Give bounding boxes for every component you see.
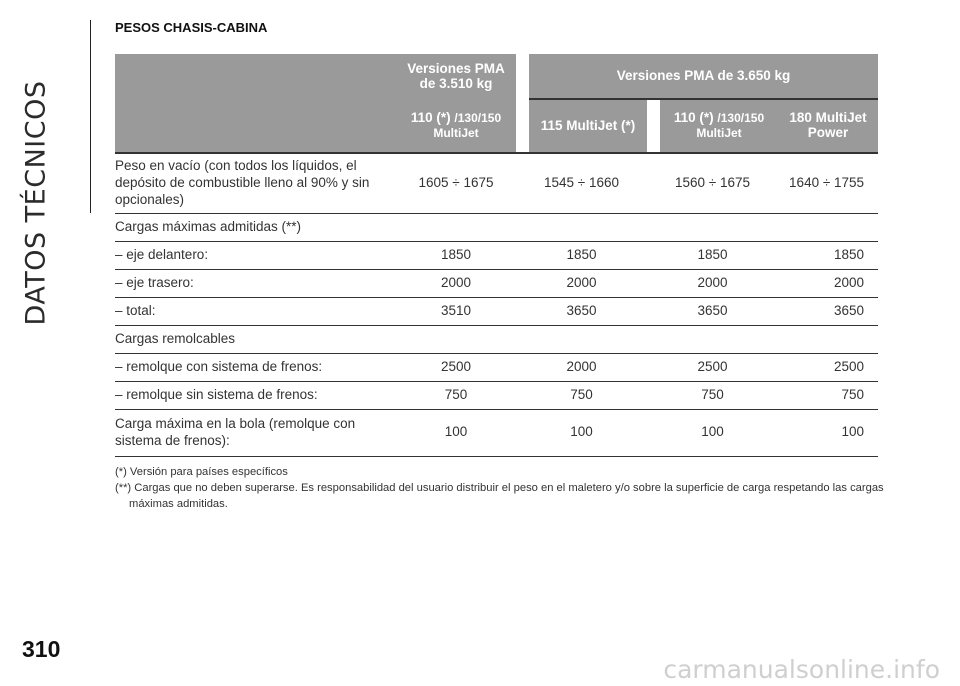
footnote: (*) Versión para países específicos: [115, 466, 288, 478]
header-gap: [516, 99, 529, 153]
col-header-main: 110 (*): [410, 109, 455, 125]
row-value: 1850: [778, 241, 878, 269]
group-header-3510: Versiones PMA de 3.510 kg: [396, 54, 516, 99]
row-value: 1850: [516, 241, 647, 269]
footnotes: [115, 464, 885, 513]
row-value: 100: [778, 409, 878, 456]
row-label: Carga máxima en la bola (remolque con sistema de frenos):: [115, 409, 396, 456]
row-value: [647, 325, 778, 353]
header-gap: [516, 54, 529, 99]
table-row: [115, 153, 878, 213]
table-row: [115, 381, 878, 409]
table-row: [115, 297, 878, 325]
row-value: 1560 ÷ 1675: [647, 153, 778, 213]
row-value: 2000: [778, 269, 878, 297]
row-label: – eje delantero:: [115, 241, 396, 269]
group-header-row: [115, 54, 878, 99]
row-value: 2500: [647, 353, 778, 381]
col-header-sub: Power: [807, 125, 849, 140]
group-header-3650: Versiones PMA de 3.650 kg: [529, 54, 878, 99]
row-value: 750: [516, 381, 647, 409]
page-number: 310: [22, 636, 61, 662]
row-value: 750: [396, 381, 516, 409]
col-header-main: 110 (*): [673, 110, 718, 126]
table-row: [115, 409, 878, 456]
row-value: 750: [647, 381, 778, 409]
table-body: [115, 153, 878, 456]
row-value: 1605 ÷ 1675: [396, 153, 516, 213]
row-value: [778, 213, 878, 241]
row-label: – total:: [115, 297, 396, 325]
table-row: [115, 269, 878, 297]
row-value: [778, 325, 878, 353]
row-label: Peso en vacío (con todos los líquidos, el depósito de combustible lleno al 90% y sin opcionales): [115, 153, 396, 213]
col-header-main: 180 MultiJet: [789, 110, 867, 126]
row-value: 2000: [647, 269, 778, 297]
row-label: Cargas máximas admitidas (**): [115, 213, 396, 241]
row-value: 100: [647, 409, 778, 456]
row-value: 3510: [396, 297, 516, 325]
section-title: PESOS CHASIS-CABINA: [115, 20, 268, 35]
sidebar-section-label: DATOS TÉCNICOS: [20, 80, 52, 326]
row-value: 100: [396, 409, 516, 456]
col-header-110-3510: [396, 99, 516, 153]
row-value: 2000: [396, 269, 516, 297]
table-row: [115, 353, 878, 381]
weights-table: [115, 54, 878, 457]
col-header-main: 115 MultiJet (*): [540, 117, 636, 133]
row-value: [396, 213, 516, 241]
footnote: (**) Cargas que no deben superarse. Es responsabilidad del usuario distribuir el peso en el maletero y/o sobre la superficie de carga respetando las cargas máximas admitidas.: [115, 482, 884, 511]
row-value: [516, 213, 647, 241]
row-value: 2500: [396, 353, 516, 381]
table-row: [115, 241, 878, 269]
row-label: – remolque sin sistema de frenos:: [115, 381, 396, 409]
row-label: – remolque con sistema de frenos:: [115, 353, 396, 381]
header-gap: [647, 99, 660, 153]
col-header-sub: MultiJet: [433, 125, 479, 140]
table-row: [115, 213, 878, 241]
row-value: 1850: [396, 241, 516, 269]
row-value: 3650: [778, 297, 878, 325]
row-label: Cargas remolcables: [115, 325, 396, 353]
row-value: 1545 ÷ 1660: [516, 153, 647, 213]
col-header-110-3650: [660, 99, 778, 153]
row-value: 1850: [647, 241, 778, 269]
col-header-180: [778, 99, 878, 153]
table-row: [115, 325, 878, 353]
row-value: 3650: [516, 297, 647, 325]
col-header-small: /130/150: [717, 111, 765, 126]
watermark: carmanualsonline.info: [663, 655, 940, 684]
row-value: [516, 325, 647, 353]
row-value: 100: [516, 409, 647, 456]
row-value: 3650: [647, 297, 778, 325]
row-value: [647, 213, 778, 241]
row-value: 2000: [516, 353, 647, 381]
row-value: 750: [778, 381, 878, 409]
row-value: 2000: [516, 269, 647, 297]
col-header-sub: MultiJet: [696, 126, 742, 140]
row-value: [396, 325, 516, 353]
row-value: 2500: [778, 353, 878, 381]
sidebar-divider: [90, 20, 91, 213]
row-label: – eje trasero:: [115, 269, 396, 297]
row-value: 1640 ÷ 1755: [778, 153, 878, 213]
col-header-small: /130/150: [454, 110, 502, 125]
header-blank-cell: [115, 54, 396, 153]
col-header-115: [529, 99, 647, 153]
